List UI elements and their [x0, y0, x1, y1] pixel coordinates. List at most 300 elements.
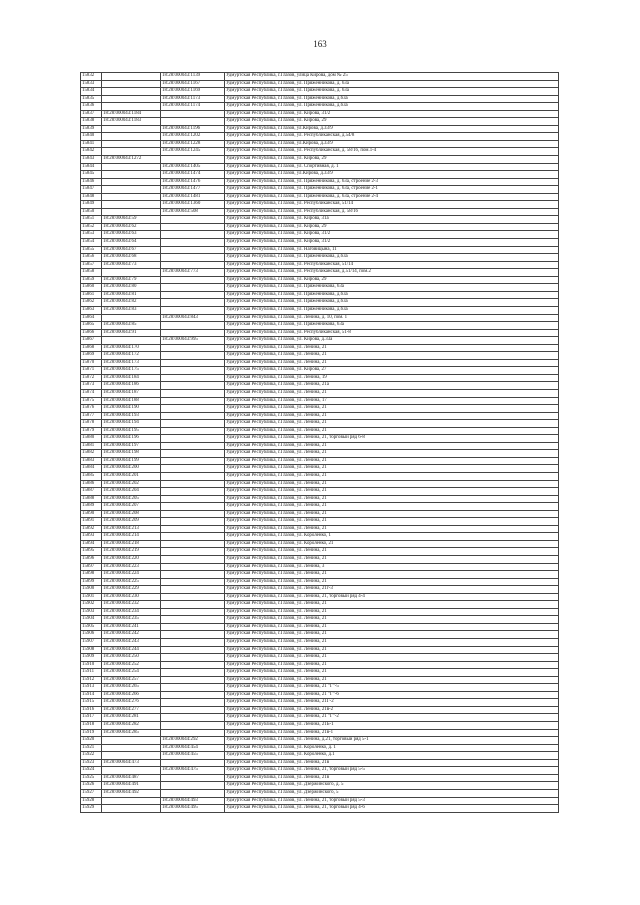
table-row	[81, 669, 559, 677]
row-number-cell: 15857	[81, 261, 102, 269]
table-row	[81, 797, 559, 805]
row-number-cell: 15913	[81, 684, 102, 692]
row-number-cell: 15908	[81, 646, 102, 654]
table-row	[81, 744, 559, 752]
land-cadastral-number-cell: 18:28:000043:62	[102, 223, 161, 231]
row-number-cell: 15832	[81, 73, 102, 81]
building-cadastral-number-cell: 18:28:000044:292	[161, 737, 225, 745]
row-number-cell: 15836	[81, 103, 102, 111]
address-cell: Удмуртская Республика, г.Глазов, ул. Ленина, 19	[225, 374, 559, 382]
table-row	[81, 110, 559, 118]
land-cadastral-number-cell: 18:28:000044:184	[102, 374, 161, 382]
row-number-cell: 15881	[81, 442, 102, 450]
land-cadastral-number-cell: 18:28:000044:244	[102, 646, 161, 654]
row-number-cell: 15865	[81, 322, 102, 330]
address-cell: Удмуртская Республика, г.Глазов, ул. Пряженникова, д. 63а, строение 2-4	[225, 193, 559, 201]
land-cadastral-number-cell: 18:28:000043:79	[102, 276, 161, 284]
table-row	[81, 389, 559, 397]
building-cadastral-number-cell	[161, 405, 225, 413]
row-number-cell: 15837	[81, 110, 102, 118]
row-number-cell: 15884	[81, 465, 102, 473]
building-cadastral-number-cell	[161, 156, 225, 164]
row-number-cell: 15847	[81, 186, 102, 194]
land-cadastral-number-cell: 18:28:000044:492	[102, 789, 161, 797]
land-cadastral-number-cell: 18:28:000044:232	[102, 601, 161, 609]
address-cell: Удмуртская Республика, г.Глазов, ул. Республиканская, д.51/14, пом.2	[225, 269, 559, 277]
table-row	[81, 593, 559, 601]
address-cell: Удмуртская Республика, г.Глазов, ул. Ленина, 21	[225, 654, 559, 662]
land-cadastral-number-cell: 18:28:000044:257	[102, 676, 161, 684]
row-number-cell: 15883	[81, 457, 102, 465]
building-cadastral-number-cell	[161, 397, 225, 405]
row-number-cell: 15895	[81, 548, 102, 556]
table-row	[81, 73, 559, 81]
row-number-cell: 15869	[81, 352, 102, 360]
building-cadastral-number-cell	[161, 352, 225, 360]
address-cell: Удмуртская Республика, г.Глазов, ул. Ленина, 21 "Г"-2	[225, 714, 559, 722]
table-row	[81, 631, 559, 639]
land-cadastral-number-cell	[102, 103, 161, 111]
land-cadastral-number-cell: 18:28:000044:198	[102, 450, 161, 458]
building-cadastral-number-cell: 18:28:000043:1360	[161, 201, 225, 209]
address-cell: Удмуртская Республика, г.Глазов, ул. Ленина, 21	[225, 359, 559, 367]
table-row	[81, 427, 559, 435]
building-cadastral-number-cell	[161, 759, 225, 767]
address-cell: Удмуртская Республика, г.Глазов, ул. Ленина, д.21, торговый ряд 5-1	[225, 737, 559, 745]
land-cadastral-number-cell: 18:28:000043:1184	[102, 110, 161, 118]
building-cadastral-number-cell	[161, 623, 225, 631]
row-number-cell: 15921	[81, 744, 102, 752]
building-cadastral-number-cell	[161, 457, 225, 465]
building-cadastral-number-cell	[161, 639, 225, 647]
row-number-cell: 15833	[81, 80, 102, 88]
address-cell: Удмуртская Республика, г.Глазов, ул. Кирова, д.33а	[225, 337, 559, 345]
table-row	[81, 737, 559, 745]
building-cadastral-number-cell	[161, 593, 225, 601]
table-row	[81, 405, 559, 413]
table-row	[81, 495, 559, 503]
address-cell: Удмуртская Республика, г.Глазов, ул. Ленина, 21	[225, 488, 559, 496]
address-cell: Удмуртская Республика, г.Глазов, ул. Кирова, 29	[225, 118, 559, 126]
building-cadastral-number-cell	[161, 578, 225, 586]
building-cadastral-number-cell	[161, 246, 225, 254]
land-cadastral-number-cell: 18:28:000044:224	[102, 571, 161, 579]
table-row	[81, 639, 559, 647]
building-cadastral-number-cell: 18:28:000043:1202	[161, 133, 225, 141]
land-cadastral-number-cell	[102, 148, 161, 156]
building-cadastral-number-cell	[161, 684, 225, 692]
land-cadastral-number-cell: 18:28:000044:170	[102, 344, 161, 352]
building-cadastral-number-cell	[161, 284, 225, 292]
table-row	[81, 556, 559, 564]
table-row	[81, 767, 559, 775]
building-cadastral-number-cell	[161, 329, 225, 337]
building-cadastral-number-cell	[161, 412, 225, 420]
table-row	[81, 774, 559, 782]
row-number-cell: 15848	[81, 193, 102, 201]
table-row	[81, 548, 559, 556]
building-cadastral-number-cell	[161, 548, 225, 556]
address-cell: Удмуртская Республика, г.Глазов, ул. Ленина, 21	[225, 548, 559, 556]
address-cell: Удмуртская Республика, г.Глазов, ул. Дзержинского, 5	[225, 789, 559, 797]
table-row	[81, 518, 559, 526]
land-cadastral-number-cell: 18:28:000043:59	[102, 216, 161, 224]
row-number-cell: 15851	[81, 216, 102, 224]
row-number-cell: 15886	[81, 480, 102, 488]
table-row	[81, 344, 559, 352]
land-cadastral-number-cell	[102, 193, 161, 201]
address-cell: Удмуртская Республика, г.Глазов, ул. Ленина, 21	[225, 639, 559, 647]
register-body	[81, 73, 559, 813]
land-cadastral-number-cell: 18:28:000044:218	[102, 540, 161, 548]
building-cadastral-number-cell	[161, 118, 225, 126]
table-row	[81, 759, 559, 767]
table-row	[81, 578, 559, 586]
table-row	[81, 103, 559, 111]
table-row	[81, 329, 559, 337]
table-row	[81, 193, 559, 201]
building-cadastral-number-cell: 18:28:000044:495	[161, 805, 225, 813]
building-cadastral-number-cell	[161, 729, 225, 737]
land-cadastral-number-cell: 18:28:000044:219	[102, 548, 161, 556]
building-cadastral-number-cell	[161, 322, 225, 330]
building-cadastral-number-cell	[161, 367, 225, 375]
address-cell: Удмуртская Республика, г.Глазов, ул. Ленина, 21в	[225, 774, 559, 782]
building-cadastral-number-cell	[161, 488, 225, 496]
row-number-cell: 15910	[81, 661, 102, 669]
table-row	[81, 525, 559, 533]
land-cadastral-number-cell	[102, 797, 161, 805]
row-number-cell: 15858	[81, 269, 102, 277]
table-row	[81, 789, 559, 797]
table-row	[81, 616, 559, 624]
row-number-cell: 15853	[81, 231, 102, 239]
address-cell: Удмуртская Республика, г.Глазов, ул. Пряженникова, д. 63а, строение 2-3	[225, 178, 559, 186]
table-row	[81, 306, 559, 314]
address-cell: Удмуртская Республика, г.Глазов, ул. Ленина, 21	[225, 631, 559, 639]
address-cell: Удмуртская Республика, г.Глазов, ул. Ленина, 21 "Г"-6	[225, 691, 559, 699]
building-cadastral-number-cell: 18:28:000043:995	[161, 337, 225, 345]
table-row	[81, 148, 559, 156]
address-cell: Удмуртская Республика, г.Глазов, ул. Ленина, 21	[225, 503, 559, 511]
row-number-cell: 15863	[81, 306, 102, 314]
building-cadastral-number-cell: 18:28:000043:1481	[161, 193, 225, 201]
row-number-cell: 15875	[81, 397, 102, 405]
row-number-cell: 15892	[81, 525, 102, 533]
address-cell: Удмуртская Республика, г.Глазов, ул. Ленина, 21	[225, 420, 559, 428]
row-number-cell: 15852	[81, 223, 102, 231]
building-cadastral-number-cell	[161, 774, 225, 782]
table-row	[81, 586, 559, 594]
address-cell: Удмуртская Республика, г.Глазов, ул. Пряженникова, д.63а	[225, 306, 559, 314]
land-cadastral-number-cell	[102, 73, 161, 81]
building-cadastral-number-cell	[161, 216, 225, 224]
land-cadastral-number-cell	[102, 767, 161, 775]
address-cell: Удмуртская Республика, г.Глазов, ул. Ленина, 21	[225, 495, 559, 503]
land-cadastral-number-cell	[102, 125, 161, 133]
table-row	[81, 691, 559, 699]
land-cadastral-number-cell: 18:28:000044:252	[102, 661, 161, 669]
table-row	[81, 699, 559, 707]
table-row	[81, 510, 559, 518]
row-number-cell: 15854	[81, 239, 102, 247]
row-number-cell: 15927	[81, 789, 102, 797]
row-number-cell: 15846	[81, 178, 102, 186]
building-cadastral-number-cell: 18:28:000043:1167	[161, 80, 225, 88]
land-cadastral-number-cell: 18:28:000044:276	[102, 699, 161, 707]
building-cadastral-number-cell	[161, 563, 225, 571]
land-cadastral-number-cell	[102, 95, 161, 103]
address-cell: Удмуртская Республика, г.Глазов, ул. Ленина, 21	[225, 608, 559, 616]
land-cadastral-number-cell: 18:28:000044:250	[102, 654, 161, 662]
land-cadastral-number-cell	[102, 163, 161, 171]
row-number-cell: 15874	[81, 389, 102, 397]
address-cell: Удмуртская Республика, г.Глазов, ул. Ленина, 21	[225, 442, 559, 450]
land-cadastral-number-cell: 18:28:000044:207	[102, 503, 161, 511]
building-cadastral-number-cell: 18:28:000044:455	[161, 752, 225, 760]
row-number-cell: 15840	[81, 133, 102, 141]
land-cadastral-number-cell: 18:28:000044:201	[102, 472, 161, 480]
land-cadastral-number-cell: 18:28:000044:200	[102, 465, 161, 473]
table-row	[81, 412, 559, 420]
row-number-cell: 15915	[81, 699, 102, 707]
row-number-cell: 15924	[81, 767, 102, 775]
land-cadastral-number-cell: 18:28:000044:213	[102, 525, 161, 533]
building-cadastral-number-cell	[161, 540, 225, 548]
table-row	[81, 563, 559, 571]
address-cell: Удмуртская Республика, г.Глазов, ул. Республиканская, д. 58/16	[225, 208, 559, 216]
table-row	[81, 156, 559, 164]
building-cadastral-number-cell	[161, 631, 225, 639]
land-cadastral-number-cell: 18:28:000044:187	[102, 389, 161, 397]
land-cadastral-number-cell	[102, 337, 161, 345]
building-cadastral-number-cell	[161, 669, 225, 677]
address-cell: Удмуртская Республика, г.Глазов, ул. Ленина, 21	[225, 661, 559, 669]
address-cell: Удмуртская Республика, г.Глазов, ул. Ленина, 21, торговый ряд 4-6	[225, 805, 559, 813]
address-cell: Удмуртская Республика, г.Глазов, ул. Ленина, 21	[225, 389, 559, 397]
address-cell: Удмуртская Республика, г.Глазов, ул. Кирова, 29	[225, 276, 559, 284]
row-number-cell: 15900	[81, 586, 102, 594]
land-cadastral-number-cell: 18:28:000043:91	[102, 329, 161, 337]
address-cell: Удмуртская Республика, г.Глазов, ул. Ленина, 21, торговый ряд 5-5	[225, 767, 559, 775]
building-cadastral-number-cell	[161, 261, 225, 269]
row-number-cell: 15876	[81, 405, 102, 413]
address-cell: Удмуртская Республика, г.Глазов, ул. Ленина, 21, торговый ряд 4-4	[225, 593, 559, 601]
address-cell: Удмуртская Республика, г.Глазов, ул. Ленина, 21	[225, 352, 559, 360]
land-cadastral-number-cell	[102, 171, 161, 179]
table-row	[81, 435, 559, 443]
land-cadastral-number-cell: 18:28:000043:64	[102, 239, 161, 247]
table-row	[81, 254, 559, 262]
building-cadastral-number-cell	[161, 556, 225, 564]
row-number-cell: 15906	[81, 631, 102, 639]
row-number-cell: 15880	[81, 435, 102, 443]
building-cadastral-number-cell: 18:28:000043:1196	[161, 125, 225, 133]
address-cell: Удмуртская Республика, г.Глазов, ул. Пряженникова, д.63а	[225, 95, 559, 103]
row-number-cell: 15862	[81, 299, 102, 307]
table-row	[81, 540, 559, 548]
row-number-cell: 15905	[81, 623, 102, 631]
address-cell: Удмуртская Республика, г.Глазов, ул. Ленина, 17	[225, 397, 559, 405]
table-row	[81, 420, 559, 428]
row-number-cell: 15925	[81, 774, 102, 782]
address-cell: Удмуртская Республика, г.Глазов, ул. Ленина, 21 "Г"-5	[225, 684, 559, 692]
table-row	[81, 208, 559, 216]
row-number-cell: 15872	[81, 374, 102, 382]
table-row	[81, 684, 559, 692]
land-cadastral-number-cell: 18:28:000044:199	[102, 457, 161, 465]
row-number-cell: 15867	[81, 337, 102, 345]
land-cadastral-number-cell	[102, 140, 161, 148]
table-row	[81, 805, 559, 813]
table-row	[81, 450, 559, 458]
row-number-cell: 15861	[81, 291, 102, 299]
page-number: 163	[313, 39, 327, 49]
building-cadastral-number-cell	[161, 450, 225, 458]
table-row	[81, 239, 559, 247]
building-cadastral-number-cell	[161, 676, 225, 684]
table-row	[81, 661, 559, 669]
table-row	[81, 374, 559, 382]
address-cell: Удмуртская Республика, г.Глазов, ул. Ленина, 21	[225, 556, 559, 564]
building-cadastral-number-cell	[161, 714, 225, 722]
table-row	[81, 442, 559, 450]
address-cell: Удмуртская Республика, г.Глазов, ул. Кирова, 31/2	[225, 239, 559, 247]
land-cadastral-number-cell: 18:28:000044:282	[102, 722, 161, 730]
address-cell: Удмуртская Республика, г.Глазов, ул. Пряженникова, д.63а	[225, 299, 559, 307]
building-cadastral-number-cell	[161, 571, 225, 579]
row-number-cell: 15898	[81, 571, 102, 579]
building-cadastral-number-cell	[161, 344, 225, 352]
land-cadastral-number-cell: 18:28:000043:68	[102, 254, 161, 262]
table-row	[81, 118, 559, 126]
row-number-cell: 15901	[81, 593, 102, 601]
address-cell: Удмуртская Республика, г.Глазов, ул. Республиканская, 51-8	[225, 329, 559, 337]
row-number-cell: 15923	[81, 759, 102, 767]
address-cell: Удмуртская Республика, г.Глазов, ул. Ленина, 21а	[225, 382, 559, 390]
land-cadastral-number-cell: 18:28:000043:63	[102, 231, 161, 239]
table-row	[81, 488, 559, 496]
land-cadastral-number-cell: 18:28:000044:188	[102, 397, 161, 405]
address-cell: Удмуртская Республика, г.Глазов, ул.Кирова, д.33/9	[225, 125, 559, 133]
building-cadastral-number-cell	[161, 706, 225, 714]
row-number-cell: 15839	[81, 125, 102, 133]
table-row	[81, 178, 559, 186]
row-number-cell: 15845	[81, 171, 102, 179]
building-cadastral-number-cell	[161, 691, 225, 699]
building-cadastral-number-cell	[161, 359, 225, 367]
table-row	[81, 261, 559, 269]
row-number-cell: 15899	[81, 578, 102, 586]
land-cadastral-number-cell: 18:28:000043:1272	[102, 156, 161, 164]
building-cadastral-number-cell	[161, 616, 225, 624]
building-cadastral-number-cell	[161, 503, 225, 511]
table-row	[81, 133, 559, 141]
address-cell: Удмуртская Республика, г.Глазов, ул. Республиканская, д. 58/16, пом.1-4	[225, 148, 559, 156]
row-number-cell: 15841	[81, 140, 102, 148]
row-number-cell: 15870	[81, 359, 102, 367]
table-row	[81, 337, 559, 345]
building-cadastral-number-cell: 18:28:000044:475	[161, 767, 225, 775]
land-cadastral-number-cell: 18:28:000044:205	[102, 495, 161, 503]
land-cadastral-number-cell: 18:28:000044:491	[102, 782, 161, 790]
table-row	[81, 276, 559, 284]
row-number-cell: 15835	[81, 95, 102, 103]
address-cell: Удмуртская Республика, г.Глазов, ул. Пряженникова, д.63а	[225, 254, 559, 262]
building-cadastral-number-cell: 18:28:000044:493	[161, 797, 225, 805]
register-table	[80, 72, 559, 813]
row-number-cell: 15838	[81, 118, 102, 126]
row-number-cell: 15843	[81, 156, 102, 164]
row-number-cell: 15894	[81, 540, 102, 548]
row-number-cell: 15918	[81, 722, 102, 730]
building-cadastral-number-cell	[161, 661, 225, 669]
land-cadastral-number-cell: 18:28:000044:193	[102, 412, 161, 420]
address-cell: Удмуртская Республика, г.Глазов, ул. Кирова, 29	[225, 223, 559, 231]
address-cell: Удмуртская Республика, г.Глазов, ул. Короленко, 21	[225, 540, 559, 548]
row-number-cell: 15911	[81, 669, 102, 677]
land-cadastral-number-cell: 18:28:000044:173	[102, 359, 161, 367]
land-cadastral-number-cell: 18:28:000044:235	[102, 616, 161, 624]
table-row	[81, 654, 559, 662]
row-number-cell: 15882	[81, 450, 102, 458]
table-row	[81, 269, 559, 277]
building-cadastral-number-cell	[161, 518, 225, 526]
address-cell: Удмуртская Республика, г.Глазов, ул. Ленина, 21в-2	[225, 706, 559, 714]
land-cadastral-number-cell: 18:28:000044:225	[102, 578, 161, 586]
row-number-cell: 15878	[81, 420, 102, 428]
address-cell: Удмуртская Республика, г.Глазов, ул.Кирова, д.33/9	[225, 140, 559, 148]
land-cadastral-number-cell	[102, 80, 161, 88]
row-number-cell: 15850	[81, 208, 102, 216]
building-cadastral-number-cell	[161, 608, 225, 616]
building-cadastral-number-cell	[161, 382, 225, 390]
land-cadastral-number-cell	[102, 269, 161, 277]
building-cadastral-number-cell: 18:28:000043:1405	[161, 163, 225, 171]
building-cadastral-number-cell	[161, 239, 225, 247]
land-cadastral-number-cell: 18:28:000044:473	[102, 759, 161, 767]
table-row	[81, 706, 559, 714]
land-cadastral-number-cell: 18:28:000044:186	[102, 382, 161, 390]
address-cell: Удмуртская Республика, г.Глазов, ул. Кирова, 31/2	[225, 110, 559, 118]
land-cadastral-number-cell: 18:28:000044:266	[102, 691, 161, 699]
row-number-cell: 15855	[81, 246, 102, 254]
building-cadastral-number-cell: 18:28:000044:454	[161, 744, 225, 752]
table-row	[81, 571, 559, 579]
table-row	[81, 367, 559, 375]
address-cell: Удмуртская Республика, г.Глазов, ул. Ленина, 21	[225, 601, 559, 609]
building-cadastral-number-cell: 18:28:000043:843	[161, 314, 225, 322]
address-cell: Удмуртская Республика, г.Глазов, ул. Пряженникова, д. 63а	[225, 88, 559, 96]
row-number-cell: 15887	[81, 488, 102, 496]
building-cadastral-number-cell	[161, 306, 225, 314]
building-cadastral-number-cell	[161, 291, 225, 299]
row-number-cell: 15885	[81, 472, 102, 480]
land-cadastral-number-cell: 18:28:000043:73	[102, 261, 161, 269]
building-cadastral-number-cell: 18:28:000043:1174	[161, 103, 225, 111]
address-cell: Удмуртская Республика, г.Глазов, ул. Ленина, 21	[225, 412, 559, 420]
land-cadastral-number-cell: 18:28:000044:281	[102, 714, 161, 722]
building-cadastral-number-cell	[161, 299, 225, 307]
building-cadastral-number-cell: 18:28:000043:508	[161, 208, 225, 216]
table-row	[81, 88, 559, 96]
row-number-cell: 15926	[81, 782, 102, 790]
building-cadastral-number-cell	[161, 586, 225, 594]
table-row	[81, 291, 559, 299]
table-row	[81, 201, 559, 209]
row-number-cell: 15860	[81, 284, 102, 292]
row-number-cell: 15920	[81, 737, 102, 745]
